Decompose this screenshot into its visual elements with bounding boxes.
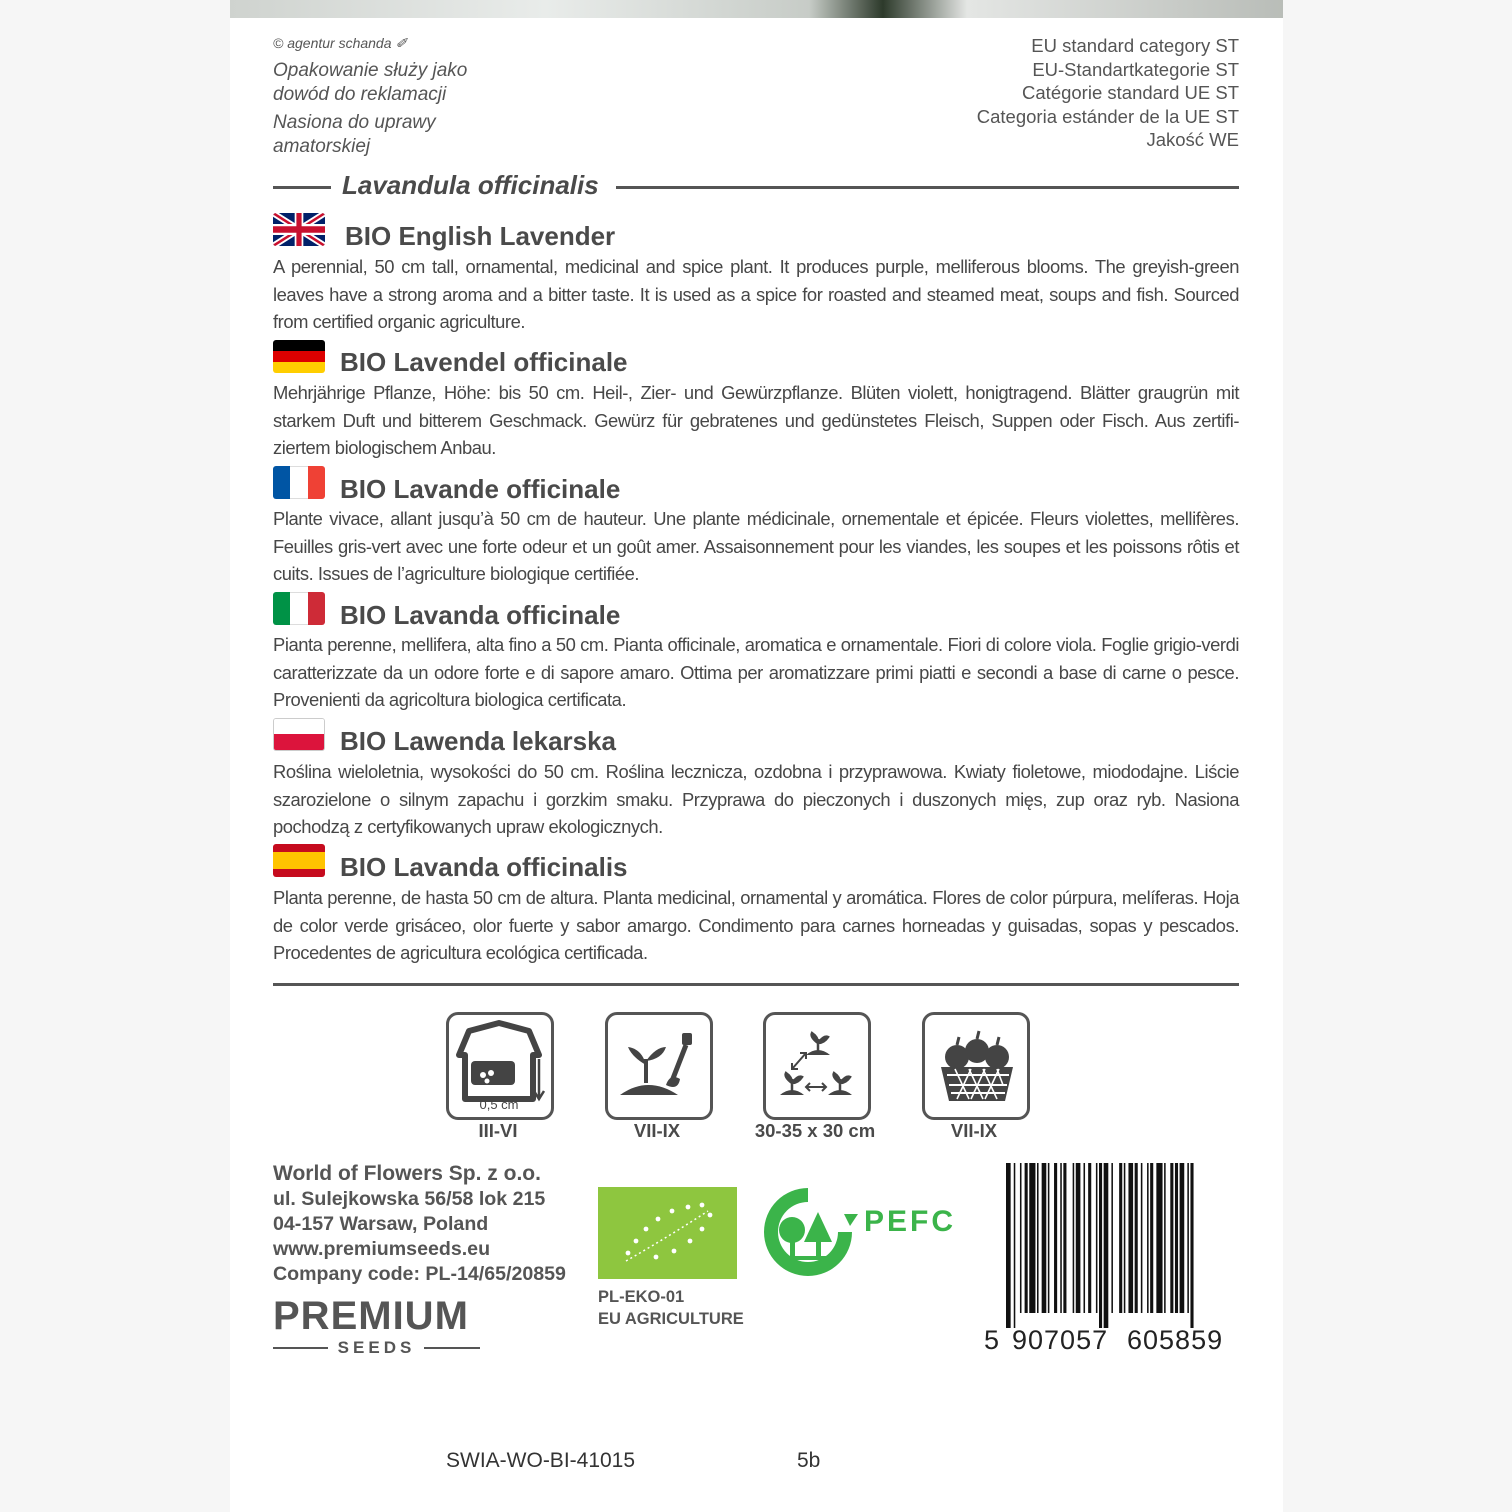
complaint-note [273,59,467,107]
barcode-bar [1063,1163,1066,1313]
barcode-bar [1128,1163,1133,1313]
signature-icon: ✐ [395,35,408,51]
harvest-label: VII-IX [950,1120,998,1141]
eu-organic-origin: EU AGRICULTURE [598,1310,744,1328]
company-city: 04-157 Warsaw, Poland [273,1213,489,1235]
title-es: BIO Lavanda officinalis [340,852,628,882]
barcode-bar [1187,1163,1189,1313]
barcode-bar [1150,1163,1153,1313]
barcode-digits-right: 605859 [1127,1325,1224,1355]
barcode-bar [1124,1163,1126,1313]
title-pl: BIO Lawenda lekarska [340,726,617,756]
barcode-digit-first: 5 [984,1325,1001,1355]
description-fr: Plante vivace, allant jusqu’à 50 cm de hauteur. Une plante médicinale, ornementale et épicée. Fleurs violettes, mellifères. Feuilles gris-vert avec une forte odeur et un goût amer. Assaisonnement pour les viandes, les soupes et les poissons rôtis et cuits. Issues de l’agriculture biologique certifiée. [273,508,1239,584]
category-fr: Catégorie standard UE ST [1022,82,1239,103]
barcode-bar [1147,1163,1149,1313]
barcode-bar [1164,1163,1166,1313]
barcode [1004,1163,1238,1328]
description-es: Planta perenne, de hasta 50 cm de altura. Planta medicinal, ornamental y aromática. Flores de color púrpura, melíferas. Hoja de color verde grisáceo, olor fuerte y sabor amargo. Condimento para carnes horneadas y guisadas, sopas y pescados. Procedentes de agricultura ecológica certificada. [273,887,1239,963]
barcode-bar [1073,1163,1075,1313]
description-pl: Roślina wieloletnia, wysokości do 50 cm. Roślina lecznicza, ozdobna i przyprawowa. Kwiaty fioletowe, miododajne. Liście szarozielone o silnym zapachu i gorzkim smaku. Przyprawa do pieczonych i duszonych mięs, zup oraz ryb. Nasiona pochodzą z certyfikowanych upraw ekologicznych. [273,761,1239,837]
barcode-bar [1175,1163,1178,1313]
company-code: Company code: PL-14/65/20859 [273,1263,566,1285]
spanish-flag-icon [273,844,325,877]
eu-organic-code: PL-EKO-01 [598,1288,685,1306]
company-website[interactable]: www.premiumseeds.eu [273,1238,491,1260]
amateur-note [273,111,436,159]
barcode-bar [1099,1163,1102,1328]
background-left [0,0,230,1512]
brand-logo: PREMIUM [273,1294,469,1338]
spacing-icon [763,1012,871,1120]
variant-code: 5b [797,1449,821,1472]
barcode-bar [1156,1163,1162,1313]
background-right [1283,0,1512,1512]
barcode-bar [1104,1163,1109,1328]
uk-flag-icon [273,213,325,246]
description-en: A perennial, 50 cm tall, ornamental, medicinal and spice plant. It produces purple, melliferous blooms. The greyish-green leaves have a strong aroma and a bitter taste. It is used as a spice for roasted and steamed meat, soups and fish. Sourced from certified organic agriculture. [273,256,1239,332]
barcode-bar [1054,1163,1057,1313]
pefc-label: PEFC [864,1205,957,1238]
planting-label: VII-IX [633,1120,681,1141]
barcode-bar [1119,1163,1122,1313]
copyright [273,31,407,55]
section-divider [273,983,1239,986]
barcode-digits-left: 907057 [1012,1325,1109,1355]
eu-organic-logo [598,1187,737,1279]
amateur-line-2: amatorskiej [273,136,371,157]
barcode-bar [1084,1163,1086,1313]
copyright-text: © agentur schanda [273,35,392,51]
barcode-bar [1076,1163,1081,1313]
title-de: BIO Lavendel officinale [340,347,628,377]
barcode-bar [1141,1163,1143,1313]
amateur-line-1: Nasiona do uprawy [273,112,436,133]
category-es: Categoria estánder de la UE ST [976,105,1239,127]
latin-rule-left [273,186,331,189]
barcode-bar [1014,1163,1016,1328]
title-en: BIO English Lavender [345,221,616,251]
description-de: Mehrjährige Pflanze, Höhe: bis 50 cm. Heil-, Zier- und Gewürzpflanze. Blüten violett, honigtragend. Blätter graugrün mit starkem Duft und bitterem Geschmack. Gewürz für gebratenes und gedünstetes Fleisch, Suppen oder Fisch. Aus zertifi-ziertem biologischem Anbau. [273,382,1239,458]
complaint-line-2: dowód do reklamacji [273,84,447,105]
complaint-line-1: Opakowanie służy jako [273,60,468,81]
title-fr: BIO Lavande officinale [340,474,621,504]
barcode-bar [1037,1163,1039,1313]
french-flag-icon [273,466,325,499]
barcode-bar [1190,1163,1193,1328]
barcode-bar [1135,1163,1138,1313]
barcode-bar [1048,1163,1050,1313]
harvest-basket-icon [922,1012,1030,1120]
spacing-label: 30-35 x 30 cm [754,1120,876,1141]
barcode-bars [1004,1163,1238,1328]
brand-subtitle: SEEDS [337,1338,416,1357]
sku-code: SWIA-WO-BI-41015 [446,1449,636,1472]
german-flag-icon [273,340,325,373]
eu-categories [977,34,1239,152]
polish-flag-icon [273,718,325,751]
barcode-bar [1006,1163,1011,1328]
latin-rule-right [616,186,1239,189]
barcode-bar [1111,1163,1113,1313]
barcode-bar [1180,1163,1185,1313]
category-de: EU-Standartkategorie ST [1032,58,1239,80]
latin-name: Lavandula officinalis [342,170,599,200]
description-it: Pianta perenne, mellifera, alta fino a 50 cm. Pianta officinale, aromatica e ornamentale. Fiori di colore viola. Foglie grigio-verdi caratterizzate da un odore forte e di sapore amaro. Ottima per aromatizzare primi piatti e secondi a base di carne o pesce. Provenienti da agricoltura biologica certificata. [273,634,1239,710]
italian-flag-icon [273,592,325,625]
title-it: BIO Lavanda officinale [340,600,621,630]
company-street: ul. Sulejkowska 56/58 lok 215 [273,1188,546,1210]
sowing-label: III-VI [478,1120,518,1141]
planting-icon [605,1012,713,1120]
category-en: EU standard category ST [1031,35,1239,56]
barcode-bar [1060,1163,1062,1313]
category-pl: Jakość WE [1146,129,1239,150]
company-name: World of Flowers Sp. z o.o. [273,1162,541,1185]
sowing-depth: 0,5 cm [479,1097,519,1112]
barcode-bar [1020,1163,1022,1313]
pefc-logo-icon [758,1184,858,1280]
barcode-bar [1096,1163,1098,1313]
barcode-bar [1088,1163,1091,1313]
barcode-bar [1029,1163,1035,1313]
photo-strip [230,0,1283,18]
barcode-bar [1170,1163,1173,1313]
barcode-bar [1042,1163,1047,1313]
barcode-bar [1025,1163,1028,1313]
